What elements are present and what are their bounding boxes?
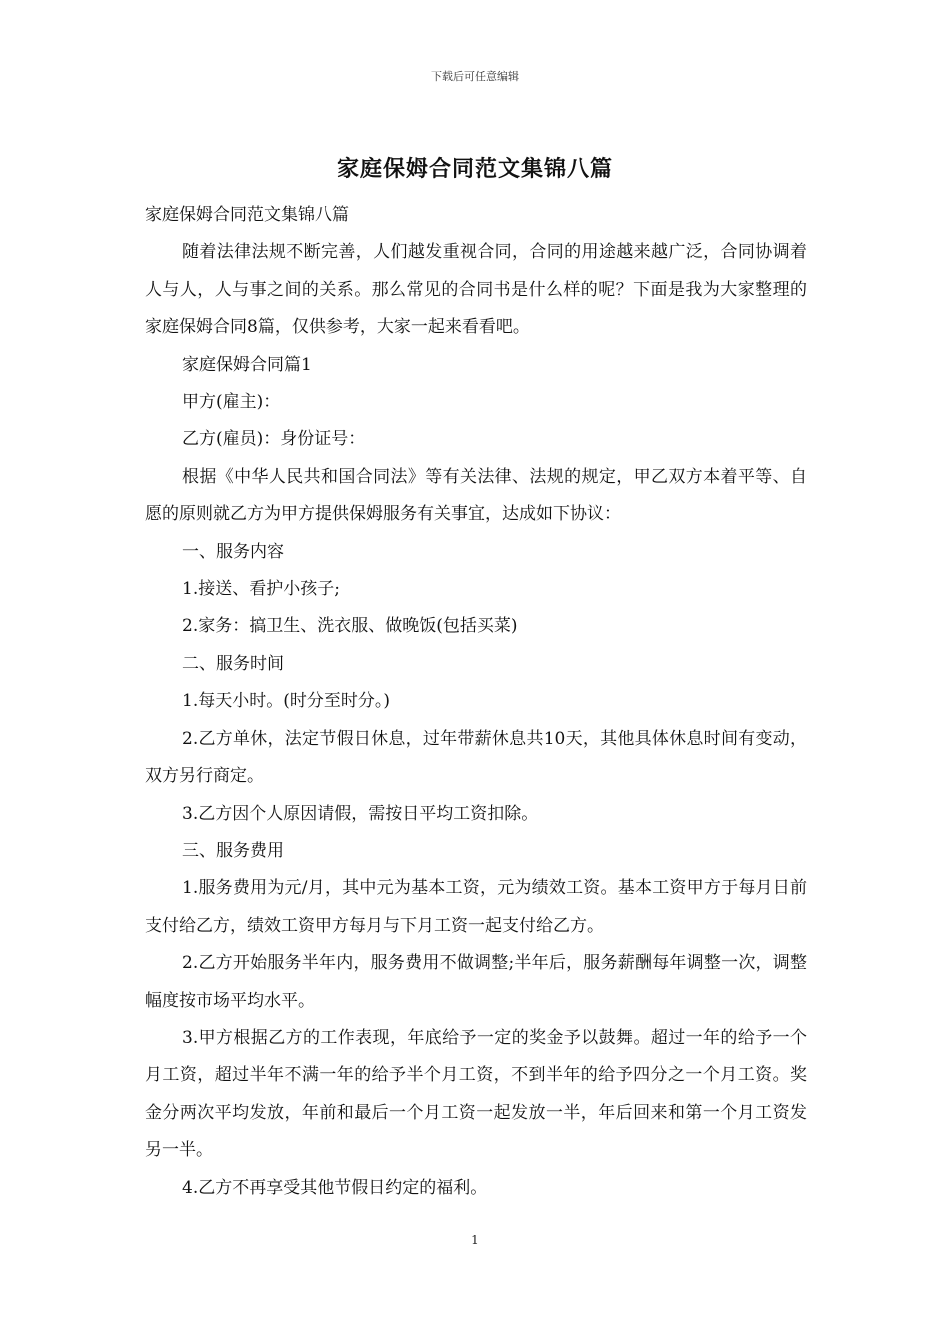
paragraph: 甲方(雇主)：: [182, 392, 281, 413]
paragraph: 2.乙方单休，法定节假日休息，过年带薪休息共10天，其他具体休息时间有变动，双方另行商定。: [145, 728, 807, 787]
paragraph: 4.乙方不再享受其他节假日约定的福利。: [182, 1177, 488, 1198]
paragraph: 2.家务：搞卫生、洗衣服、做晚饭(包括买菜): [182, 616, 518, 637]
paragraph: 2.乙方开始服务半年内，服务费用不做调整;半年后，服务薪酬每年调整一次，调整幅度按市场平均水平。: [145, 953, 807, 1011]
paragraph: 家庭保姆合同范文集锦八篇: [145, 205, 349, 225]
paragraph: 随着法律法规不断完善，人们越发重视合同，合同的用途越来越广泛，合同协调着人与人，人与事之间的关系。那么常见的合同书是什么样的呢？下面是我为大家整理的家庭保姆合同8篇，仅供参考，大家一起来看看吧。: [145, 242, 807, 338]
paragraph: 家庭保姆合同篇1: [182, 354, 312, 375]
paragraph: 1.接送、看护小孩子;: [182, 579, 340, 600]
paragraph: 乙方(雇员)：身份证号：: [182, 429, 366, 450]
paragraph: 二、服务时间: [182, 653, 284, 674]
header-note: 下载后可任意编辑: [431, 70, 519, 83]
page-number: 1: [471, 1233, 479, 1247]
paragraph: 3.甲方根据乙方的工作表现，年底给予一定的奖金予以鼓舞。超过一年的给予一个月工资，超过半年不满一年的给予半个月工资，不到半年的给予四分之一个月工资。奖金分两次平均发放，年前和最后一个月工资一起发放一半，年后回来和第一个月工资发另一半。: [145, 1027, 807, 1161]
paragraph: 1.每天小时。(时分至时分。): [182, 691, 390, 712]
paragraph: 一、服务内容: [182, 541, 284, 562]
paragraph: 3.乙方因个人原因请假，需按日平均工资扣除。: [182, 803, 539, 824]
document-title: 家庭保姆合同范文集锦八篇: [336, 156, 613, 182]
paragraph: 1.服务费用为元/月，其中元为基本工资，元为绩效工资。基本工资甲方于每月日前支付给乙方，绩效工资甲方每月与下月工资一起支付给乙方。: [145, 878, 807, 936]
paragraph: 根据《中华人民共和国合同法》等有关法律、法规的规定，甲乙双方本着平等、自愿的原则就乙方为甲方提供保姆服务有关事宜，达成如下协议：: [145, 466, 807, 525]
document-body: [145, 197, 807, 1207]
paragraph: 三、服务费用: [182, 840, 284, 861]
